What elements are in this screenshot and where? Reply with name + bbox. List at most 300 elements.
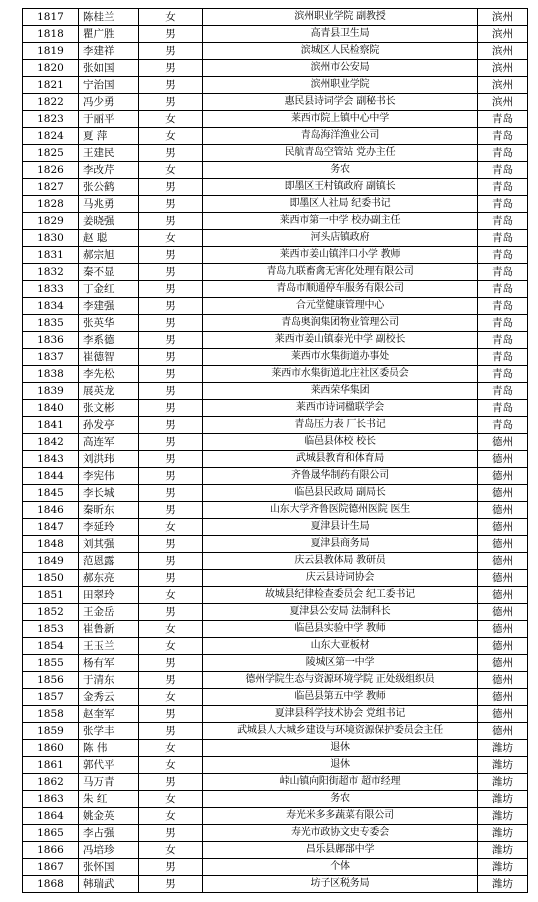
work-unit-cell: 夏津县科学技术协会 党组书记 xyxy=(203,706,478,723)
city-cell: 潍坊 xyxy=(478,757,528,774)
person-name-cell: 王玉兰 xyxy=(79,638,139,655)
row-number-cell: 1825 xyxy=(23,145,79,162)
row-number-cell: 1819 xyxy=(23,43,79,60)
row-number-cell: 1865 xyxy=(23,825,79,842)
city-cell: 青岛 xyxy=(478,264,528,281)
work-unit-cell: 青岛奥润集团物业管理公司 xyxy=(203,315,478,332)
gender-cell: 男 xyxy=(139,655,203,672)
city-cell: 潍坊 xyxy=(478,859,528,876)
row-number-cell: 1837 xyxy=(23,349,79,366)
city-cell: 德州 xyxy=(478,570,528,587)
city-cell: 德州 xyxy=(478,502,528,519)
gender-cell: 女 xyxy=(139,740,203,757)
city-cell: 潍坊 xyxy=(478,876,528,893)
row-number-cell: 1830 xyxy=(23,230,79,247)
work-unit-cell: 莱西市第一中学 校办副主任 xyxy=(203,213,478,230)
table-row xyxy=(23,111,528,128)
person-name-cell: 崔德智 xyxy=(79,349,139,366)
table-row xyxy=(23,196,528,213)
person-name-cell: 夏 萍 xyxy=(79,128,139,145)
work-unit-cell: 青岛压力表 厂长书记 xyxy=(203,417,478,434)
row-number-cell: 1848 xyxy=(23,536,79,553)
work-unit-cell: 青岛市顺通停车服务有限公司 xyxy=(203,281,478,298)
gender-cell: 男 xyxy=(139,94,203,111)
city-cell: 青岛 xyxy=(478,179,528,196)
gender-cell: 男 xyxy=(139,876,203,893)
row-number-cell: 1844 xyxy=(23,468,79,485)
gender-cell: 女 xyxy=(139,621,203,638)
work-unit-cell: 个体 xyxy=(203,859,478,876)
work-unit-cell: 莱西荣华集团 xyxy=(203,383,478,400)
city-cell: 潍坊 xyxy=(478,808,528,825)
person-name-cell: 范恩露 xyxy=(79,553,139,570)
person-name-cell: 李延玲 xyxy=(79,519,139,536)
city-cell: 潍坊 xyxy=(478,825,528,842)
person-name-cell: 张如国 xyxy=(79,60,139,77)
city-cell: 青岛 xyxy=(478,349,528,366)
table-row xyxy=(23,247,528,264)
gender-cell: 男 xyxy=(139,859,203,876)
work-unit-cell: 退休 xyxy=(203,740,478,757)
table-row xyxy=(23,672,528,689)
gender-cell: 女 xyxy=(139,689,203,706)
row-number-cell: 1826 xyxy=(23,162,79,179)
gender-cell: 男 xyxy=(139,434,203,451)
table-row xyxy=(23,502,528,519)
person-name-cell: 李先松 xyxy=(79,366,139,383)
table-row xyxy=(23,570,528,587)
city-cell: 青岛 xyxy=(478,111,528,128)
row-number-cell: 1839 xyxy=(23,383,79,400)
person-name-cell: 王金岳 xyxy=(79,604,139,621)
work-unit-cell: 峠山镇向阳街超市 超市经理 xyxy=(203,774,478,791)
table-row xyxy=(23,553,528,570)
city-cell: 滨州 xyxy=(478,26,528,43)
person-name-cell: 姚金英 xyxy=(79,808,139,825)
table-row xyxy=(23,383,528,400)
city-cell: 德州 xyxy=(478,706,528,723)
gender-cell: 男 xyxy=(139,502,203,519)
table-row xyxy=(23,400,528,417)
table-row xyxy=(23,213,528,230)
city-cell: 青岛 xyxy=(478,315,528,332)
table-row xyxy=(23,264,528,281)
person-name-cell: 瞿广胜 xyxy=(79,26,139,43)
city-cell: 德州 xyxy=(478,723,528,740)
work-unit-cell: 德州学院生态与资源环境学院 正处级组织员 xyxy=(203,672,478,689)
row-number-cell: 1836 xyxy=(23,332,79,349)
gender-cell: 女 xyxy=(139,128,203,145)
work-unit-cell: 临邑县民政局 副局长 xyxy=(203,485,478,502)
person-name-cell: 马兆勇 xyxy=(79,196,139,213)
work-unit-cell: 民航青岛空管站 党办主任 xyxy=(203,145,478,162)
row-number-cell: 1834 xyxy=(23,298,79,315)
row-number-cell: 1855 xyxy=(23,655,79,672)
gender-cell: 女 xyxy=(139,791,203,808)
city-cell: 青岛 xyxy=(478,417,528,434)
table-row xyxy=(23,842,528,859)
gender-cell: 男 xyxy=(139,349,203,366)
person-name-cell: 马万青 xyxy=(79,774,139,791)
city-cell: 滨州 xyxy=(478,60,528,77)
city-cell: 德州 xyxy=(478,434,528,451)
row-number-cell: 1843 xyxy=(23,451,79,468)
row-number-cell: 1831 xyxy=(23,247,79,264)
city-cell: 青岛 xyxy=(478,128,528,145)
gender-cell: 女 xyxy=(139,111,203,128)
row-number-cell: 1854 xyxy=(23,638,79,655)
row-number-cell: 1851 xyxy=(23,587,79,604)
table-row xyxy=(23,706,528,723)
row-number-cell: 1863 xyxy=(23,791,79,808)
row-number-cell: 1862 xyxy=(23,774,79,791)
gender-cell: 男 xyxy=(139,145,203,162)
city-cell: 青岛 xyxy=(478,247,528,264)
city-cell: 潍坊 xyxy=(478,842,528,859)
city-cell: 潍坊 xyxy=(478,740,528,757)
person-name-cell: 张公鹤 xyxy=(79,179,139,196)
gender-cell: 男 xyxy=(139,26,203,43)
table-row xyxy=(23,604,528,621)
work-unit-cell: 昌乐县鄌郚中学 xyxy=(203,842,478,859)
table-row xyxy=(23,26,528,43)
gender-cell: 男 xyxy=(139,706,203,723)
city-cell: 青岛 xyxy=(478,298,528,315)
gender-cell: 男 xyxy=(139,332,203,349)
city-cell: 德州 xyxy=(478,519,528,536)
row-number-cell: 1823 xyxy=(23,111,79,128)
gender-cell: 女 xyxy=(139,587,203,604)
gender-cell: 男 xyxy=(139,723,203,740)
gender-cell: 男 xyxy=(139,536,203,553)
row-number-cell: 1840 xyxy=(23,400,79,417)
city-cell: 德州 xyxy=(478,451,528,468)
work-unit-cell: 武城县教育和体育局 xyxy=(203,451,478,468)
gender-cell: 男 xyxy=(139,77,203,94)
table-row xyxy=(23,774,528,791)
city-cell: 青岛 xyxy=(478,400,528,417)
gender-cell: 女 xyxy=(139,808,203,825)
table-row xyxy=(23,417,528,434)
person-name-cell: 张怀国 xyxy=(79,859,139,876)
table-row xyxy=(23,757,528,774)
table-row xyxy=(23,621,528,638)
table-row xyxy=(23,519,528,536)
gender-cell: 男 xyxy=(139,298,203,315)
person-name-cell: 李建祥 xyxy=(79,43,139,60)
table-row xyxy=(23,298,528,315)
row-number-cell: 1829 xyxy=(23,213,79,230)
gender-cell: 男 xyxy=(139,468,203,485)
person-name-cell: 于清东 xyxy=(79,672,139,689)
row-number-cell: 1822 xyxy=(23,94,79,111)
city-cell: 滨州 xyxy=(478,43,528,60)
person-name-cell: 陈桂兰 xyxy=(79,9,139,26)
row-number-cell: 1859 xyxy=(23,723,79,740)
row-number-cell: 1845 xyxy=(23,485,79,502)
work-unit-cell: 寿光市政协文史专委会 xyxy=(203,825,478,842)
work-unit-cell: 庆云县诗词协会 xyxy=(203,570,478,587)
work-unit-cell: 坊子区税务局 xyxy=(203,876,478,893)
gender-cell: 男 xyxy=(139,825,203,842)
city-cell: 青岛 xyxy=(478,213,528,230)
table-row xyxy=(23,740,528,757)
work-unit-cell: 临邑县第五中学 教师 xyxy=(203,689,478,706)
person-name-cell: 冯少勇 xyxy=(79,94,139,111)
table-row xyxy=(23,808,528,825)
work-unit-cell: 青岛九联畜禽无害化处理有限公司 xyxy=(203,264,478,281)
table-row xyxy=(23,587,528,604)
table-row xyxy=(23,434,528,451)
city-cell: 德州 xyxy=(478,468,528,485)
city-cell: 青岛 xyxy=(478,196,528,213)
person-name-cell: 杨有军 xyxy=(79,655,139,672)
table-row xyxy=(23,468,528,485)
table-row xyxy=(23,77,528,94)
work-unit-cell: 庆云县教体局 教研员 xyxy=(203,553,478,570)
person-name-cell: 赵 聪 xyxy=(79,230,139,247)
gender-cell: 男 xyxy=(139,179,203,196)
gender-cell: 女 xyxy=(139,230,203,247)
row-number-cell: 1849 xyxy=(23,553,79,570)
person-name-cell: 张学丰 xyxy=(79,723,139,740)
gender-cell: 女 xyxy=(139,842,203,859)
work-unit-cell: 滨城区人民检察院 xyxy=(203,43,478,60)
person-name-cell: 李改芹 xyxy=(79,162,139,179)
person-name-cell: 李宪伟 xyxy=(79,468,139,485)
table-row xyxy=(23,876,528,893)
table-row xyxy=(23,825,528,842)
person-name-cell: 崔鲁新 xyxy=(79,621,139,638)
row-number-cell: 1838 xyxy=(23,366,79,383)
roster-table xyxy=(22,8,528,893)
city-cell: 潍坊 xyxy=(478,791,528,808)
work-unit-cell: 陵城区第一中学 xyxy=(203,655,478,672)
city-cell: 青岛 xyxy=(478,383,528,400)
work-unit-cell: 滨州职业学院 xyxy=(203,77,478,94)
table-row xyxy=(23,179,528,196)
gender-cell: 男 xyxy=(139,604,203,621)
row-number-cell: 1864 xyxy=(23,808,79,825)
gender-cell: 男 xyxy=(139,485,203,502)
table-row xyxy=(23,689,528,706)
gender-cell: 男 xyxy=(139,281,203,298)
city-cell: 德州 xyxy=(478,655,528,672)
row-number-cell: 1866 xyxy=(23,842,79,859)
gender-cell: 男 xyxy=(139,60,203,77)
gender-cell: 男 xyxy=(139,247,203,264)
person-name-cell: 李系德 xyxy=(79,332,139,349)
work-unit-cell: 故城县纪律检查委员会 纪工委书记 xyxy=(203,587,478,604)
person-name-cell: 田翠玲 xyxy=(79,587,139,604)
table-row xyxy=(23,281,528,298)
table-row xyxy=(23,230,528,247)
work-unit-cell: 即墨区人社局 纪委书记 xyxy=(203,196,478,213)
gender-cell: 男 xyxy=(139,196,203,213)
work-unit-cell: 莱西市姜山镇泮口小学 教师 xyxy=(203,247,478,264)
row-number-cell: 1841 xyxy=(23,417,79,434)
table-row xyxy=(23,638,528,655)
work-unit-cell: 夏津县商务局 xyxy=(203,536,478,553)
gender-cell: 男 xyxy=(139,264,203,281)
row-number-cell: 1833 xyxy=(23,281,79,298)
gender-cell: 男 xyxy=(139,43,203,60)
table-row xyxy=(23,536,528,553)
row-number-cell: 1861 xyxy=(23,757,79,774)
city-cell: 德州 xyxy=(478,587,528,604)
roster-body xyxy=(23,9,528,893)
work-unit-cell: 务农 xyxy=(203,791,478,808)
city-cell: 德州 xyxy=(478,553,528,570)
table-row xyxy=(23,128,528,145)
row-number-cell: 1827 xyxy=(23,179,79,196)
gender-cell: 男 xyxy=(139,774,203,791)
gender-cell: 男 xyxy=(139,553,203,570)
gender-cell: 女 xyxy=(139,757,203,774)
city-cell: 青岛 xyxy=(478,162,528,179)
person-name-cell: 郭代平 xyxy=(79,757,139,774)
work-unit-cell: 夏津县计生局 xyxy=(203,519,478,536)
work-unit-cell: 退休 xyxy=(203,757,478,774)
row-number-cell: 1858 xyxy=(23,706,79,723)
table-row xyxy=(23,43,528,60)
table-row xyxy=(23,349,528,366)
city-cell: 潍坊 xyxy=(478,774,528,791)
person-name-cell: 李长城 xyxy=(79,485,139,502)
work-unit-cell: 寿光米多多蔬菜有限公司 xyxy=(203,808,478,825)
gender-cell: 男 xyxy=(139,417,203,434)
gender-cell: 女 xyxy=(139,162,203,179)
person-name-cell: 赵奎军 xyxy=(79,706,139,723)
work-unit-cell: 河头店镇政府 xyxy=(203,230,478,247)
row-number-cell: 1857 xyxy=(23,689,79,706)
city-cell: 滨州 xyxy=(478,9,528,26)
table-row xyxy=(23,451,528,468)
person-name-cell: 韩瑞武 xyxy=(79,876,139,893)
city-cell: 德州 xyxy=(478,689,528,706)
city-cell: 德州 xyxy=(478,621,528,638)
person-name-cell: 高连军 xyxy=(79,434,139,451)
person-name-cell: 展英龙 xyxy=(79,383,139,400)
row-number-cell: 1850 xyxy=(23,570,79,587)
work-unit-cell: 莱西市水集街道北庄社区委员会 xyxy=(203,366,478,383)
person-name-cell: 张文彬 xyxy=(79,400,139,417)
work-unit-cell: 武城县人大城乡建设与环境资源保护委员会主任 xyxy=(203,723,478,740)
gender-cell: 男 xyxy=(139,383,203,400)
person-name-cell: 李建强 xyxy=(79,298,139,315)
city-cell: 青岛 xyxy=(478,366,528,383)
work-unit-cell: 滨州市公安局 xyxy=(203,60,478,77)
person-name-cell: 郝宗旭 xyxy=(79,247,139,264)
gender-cell: 女 xyxy=(139,9,203,26)
person-name-cell: 宁治国 xyxy=(79,77,139,94)
work-unit-cell: 山东大学齐鲁医院德州医院 医生 xyxy=(203,502,478,519)
city-cell: 滨州 xyxy=(478,94,528,111)
work-unit-cell: 即墨区王村镇政府 副镇长 xyxy=(203,179,478,196)
city-cell: 德州 xyxy=(478,672,528,689)
row-number-cell: 1818 xyxy=(23,26,79,43)
table-row xyxy=(23,94,528,111)
row-number-cell: 1846 xyxy=(23,502,79,519)
person-name-cell: 陈 伟 xyxy=(79,740,139,757)
person-name-cell: 丁金红 xyxy=(79,281,139,298)
gender-cell: 男 xyxy=(139,672,203,689)
table-row xyxy=(23,9,528,26)
city-cell: 德州 xyxy=(478,638,528,655)
table-row xyxy=(23,315,528,332)
work-unit-cell: 莱西市水集街道办事处 xyxy=(203,349,478,366)
work-unit-cell: 夏津县公安局 法制科长 xyxy=(203,604,478,621)
row-number-cell: 1847 xyxy=(23,519,79,536)
work-unit-cell: 惠民县诗词学会 副秘书长 xyxy=(203,94,478,111)
gender-cell: 男 xyxy=(139,570,203,587)
row-number-cell: 1856 xyxy=(23,672,79,689)
work-unit-cell: 山东大亚板材 xyxy=(203,638,478,655)
work-unit-cell: 莱西市院上镇中心中学 xyxy=(203,111,478,128)
row-number-cell: 1820 xyxy=(23,60,79,77)
row-number-cell: 1832 xyxy=(23,264,79,281)
table-row xyxy=(23,791,528,808)
row-number-cell: 1867 xyxy=(23,859,79,876)
row-number-cell: 1868 xyxy=(23,876,79,893)
table-row xyxy=(23,723,528,740)
row-number-cell: 1835 xyxy=(23,315,79,332)
city-cell: 青岛 xyxy=(478,332,528,349)
row-number-cell: 1860 xyxy=(23,740,79,757)
person-name-cell: 郝东亮 xyxy=(79,570,139,587)
city-cell: 青岛 xyxy=(478,281,528,298)
person-name-cell: 李占强 xyxy=(79,825,139,842)
person-name-cell: 于丽平 xyxy=(79,111,139,128)
person-name-cell: 刘其强 xyxy=(79,536,139,553)
work-unit-cell: 合元堂健康管理中心 xyxy=(203,298,478,315)
table-row xyxy=(23,145,528,162)
work-unit-cell: 临邑县体校 校长 xyxy=(203,434,478,451)
row-number-cell: 1852 xyxy=(23,604,79,621)
work-unit-cell: 高青县卫生局 xyxy=(203,26,478,43)
person-name-cell: 张英华 xyxy=(79,315,139,332)
gender-cell: 女 xyxy=(139,638,203,655)
table-row xyxy=(23,655,528,672)
work-unit-cell: 莱西市诗词楹联学会 xyxy=(203,400,478,417)
city-cell: 德州 xyxy=(478,485,528,502)
work-unit-cell: 青岛海洋渔业公司 xyxy=(203,128,478,145)
person-name-cell: 秦昕东 xyxy=(79,502,139,519)
row-number-cell: 1853 xyxy=(23,621,79,638)
person-name-cell: 秦不显 xyxy=(79,264,139,281)
table-row xyxy=(23,485,528,502)
city-cell: 德州 xyxy=(478,536,528,553)
person-name-cell: 姜晓强 xyxy=(79,213,139,230)
city-cell: 滨州 xyxy=(478,77,528,94)
row-number-cell: 1817 xyxy=(23,9,79,26)
gender-cell: 男 xyxy=(139,451,203,468)
gender-cell: 男 xyxy=(139,400,203,417)
row-number-cell: 1824 xyxy=(23,128,79,145)
gender-cell: 男 xyxy=(139,315,203,332)
table-row xyxy=(23,60,528,77)
row-number-cell: 1821 xyxy=(23,77,79,94)
person-name-cell: 金秀云 xyxy=(79,689,139,706)
person-name-cell: 冯培珍 xyxy=(79,842,139,859)
row-number-cell: 1842 xyxy=(23,434,79,451)
gender-cell: 男 xyxy=(139,366,203,383)
person-name-cell: 刘洪玮 xyxy=(79,451,139,468)
work-unit-cell: 务农 xyxy=(203,162,478,179)
person-name-cell: 孙发亭 xyxy=(79,417,139,434)
work-unit-cell: 临邑县实验中学 教师 xyxy=(203,621,478,638)
table-row xyxy=(23,366,528,383)
